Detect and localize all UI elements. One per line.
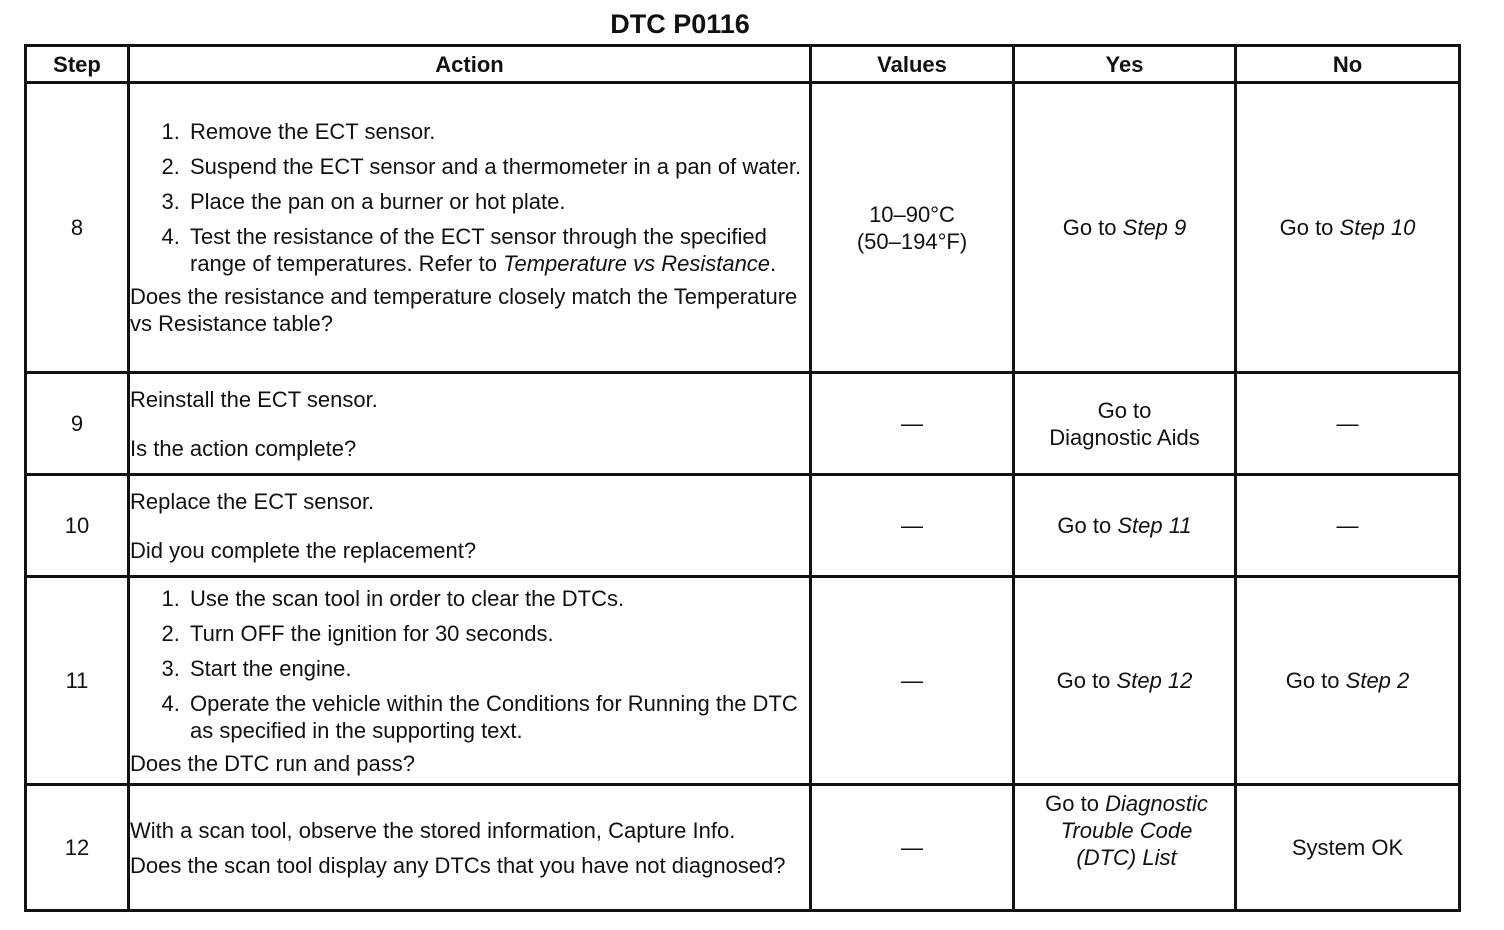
step-number: 8 <box>26 83 129 373</box>
diagnostic-table <box>24 44 1461 912</box>
table-row <box>26 475 1460 577</box>
punctuation: . <box>770 251 777 276</box>
yes-cell <box>1014 475 1236 577</box>
values-cell <box>811 83 1014 373</box>
values-cell: — <box>811 373 1014 475</box>
action-cell <box>129 83 811 373</box>
step-number: 12 <box>26 785 129 911</box>
yes-prefix: Go to <box>1097 397 1152 423</box>
yes-reference: Diagnostic Trouble Code (DTC) List <box>1060 791 1208 870</box>
yes-cell <box>1014 785 1236 911</box>
no-cell: — <box>1236 475 1460 577</box>
values-cell: — <box>811 577 1014 785</box>
action-text: Replace the ECT sensor. <box>130 488 375 514</box>
list-item: 1. Remove the ECT sensor. <box>186 118 809 145</box>
yes-prefix: Go to <box>1056 668 1111 693</box>
action-text: Reinstall the ECT sensor. <box>130 386 378 412</box>
yes-reference: Step 11 <box>1117 513 1192 538</box>
yes-reference: Step 12 <box>1116 668 1193 693</box>
list-item: 2. Turn OFF the ignition for 30 seconds. <box>186 620 809 647</box>
yes-prefix: Go to <box>1062 215 1117 240</box>
no-reference: Step 2 <box>1345 668 1410 693</box>
no-cell: System OK <box>1236 785 1460 911</box>
yes-reference: Step 9 <box>1122 215 1187 240</box>
no-reference: Step 10 <box>1339 215 1416 240</box>
list-item: 4. Operate the vehicle within the Conditions for Running the DTC as specified in the supporting text. <box>186 690 809 744</box>
list-item: 3. Start the engine. <box>186 655 809 682</box>
yes-cell <box>1014 577 1236 785</box>
yes-cell <box>1014 373 1236 475</box>
action-cell <box>129 373 811 475</box>
no-cell <box>1236 577 1460 785</box>
header-action: Action <box>129 46 811 83</box>
question-text: Does the DTC run and pass? <box>130 750 415 776</box>
yes-prefix: Go to <box>1057 513 1112 538</box>
header-yes: Yes <box>1014 46 1236 83</box>
action-cell <box>129 785 811 911</box>
table-row <box>26 83 1460 373</box>
question-text: Does the scan tool display any DTCs that you have not diagnosed? <box>130 852 786 878</box>
no-cell: — <box>1236 373 1460 475</box>
list-item: 1. Use the scan tool in order to clear the DTCs. <box>186 585 809 612</box>
action-cell <box>129 577 811 785</box>
question-text: Did you complete the replacement? <box>130 537 477 563</box>
header-step: Step <box>26 46 129 83</box>
question-text: Is the action complete? <box>130 435 357 461</box>
no-prefix: Go to <box>1285 668 1340 693</box>
list-item <box>186 223 809 277</box>
list-item: 2. Suspend the ECT sensor and a thermometer in a pan of water. <box>186 153 809 180</box>
values-fahrenheit: (50–194°F) <box>856 228 968 254</box>
no-cell <box>1236 83 1460 373</box>
reference-link: Temperature vs Resistance <box>503 251 771 276</box>
spacer <box>130 515 809 537</box>
values-cell: — <box>811 475 1014 577</box>
question-text: Does the resistance and temperature closely match the Temperature vs Resistance table? <box>130 284 798 336</box>
action-list <box>130 118 809 277</box>
page-title: DTC P0116 <box>610 9 750 39</box>
yes-reference: Diagnostic Aids <box>1049 424 1200 450</box>
list-item: 3. Place the pan on a burner or hot plate. <box>186 188 809 215</box>
values-cell: — <box>811 785 1014 911</box>
list-item-text: Test the resistance of the ECT sensor through the specified range of temperatures. Refer to <box>190 224 767 276</box>
values-celsius: 10–90°C <box>869 201 955 227</box>
table-row <box>26 785 1460 911</box>
action-cell <box>129 475 811 577</box>
yes-cell <box>1014 83 1236 373</box>
yes-prefix: Go to <box>1045 791 1099 816</box>
no-prefix: Go to <box>1279 215 1334 240</box>
table-row <box>26 577 1460 785</box>
spacer <box>130 413 809 435</box>
header-values: Values <box>811 46 1014 83</box>
header-no: No <box>1236 46 1460 83</box>
step-number: 9 <box>26 373 129 475</box>
action-list <box>130 585 809 744</box>
step-number: 10 <box>26 475 129 577</box>
action-text: With a scan tool, observe the stored information, Capture Info. <box>130 817 736 843</box>
header-row <box>26 46 1460 83</box>
step-number: 11 <box>26 577 129 785</box>
table-row <box>26 373 1460 475</box>
